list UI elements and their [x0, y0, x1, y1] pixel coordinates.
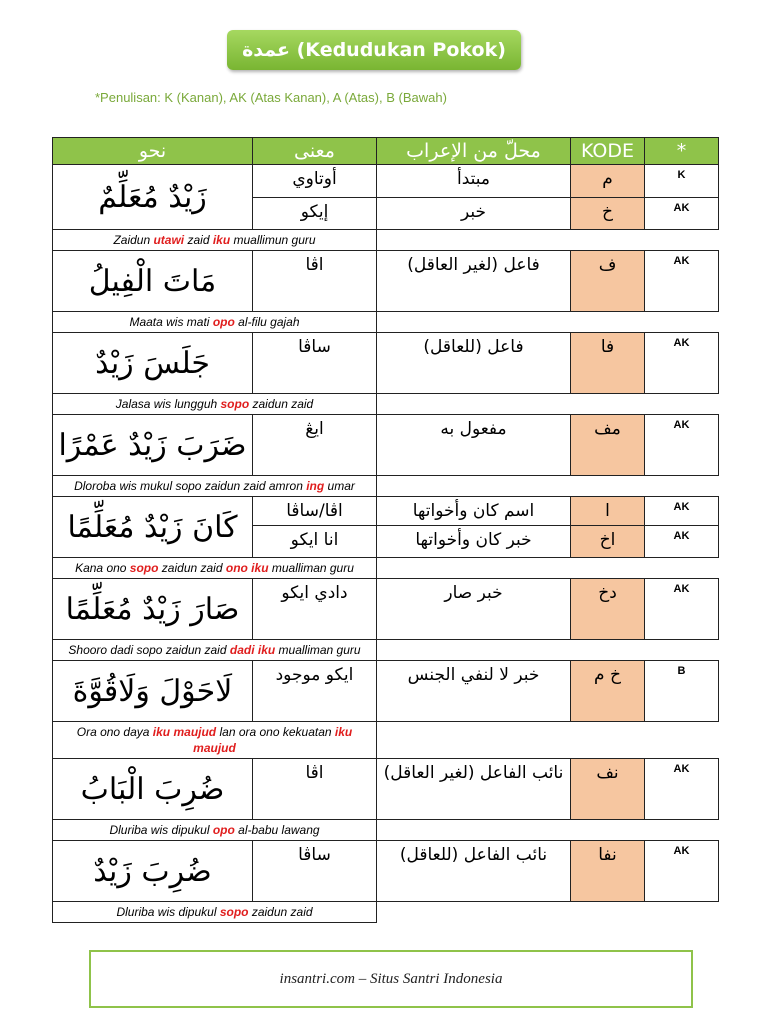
translation-row: [53, 722, 719, 759]
translation-part: Dloroba wis mukul sopo zaidun zaid amron: [74, 479, 307, 493]
table-row: [53, 841, 719, 902]
empty-cell: [377, 722, 719, 759]
table-row: [53, 759, 719, 820]
table-header-row: [53, 138, 719, 165]
translation-text: [53, 476, 377, 497]
code-cell: خ م: [571, 661, 645, 722]
header-mana: معنى: [253, 138, 377, 165]
highlighted-word: ing: [306, 479, 325, 493]
code-cell: فا: [571, 333, 645, 394]
meaning-cell: انا ايكو: [253, 526, 377, 558]
meaning-cell: ساڤا: [253, 841, 377, 902]
irab-position-cell: نائب الفاعل (للعاقل): [377, 841, 571, 902]
arabic-example: ضُرِبَ الْبَابُ: [53, 759, 253, 820]
writing-position-cell: AK: [645, 251, 719, 312]
translation-text: [53, 722, 377, 759]
translation-row: [53, 230, 719, 251]
highlighted-word: iku maujud: [152, 725, 217, 739]
translation-row: [53, 902, 719, 923]
translation-part: Zaidun: [113, 233, 154, 247]
table-row: [53, 415, 719, 476]
arabic-example: ضُرِبَ زَيْدٌ: [53, 841, 253, 902]
translation-part: mualliman guru: [275, 643, 361, 657]
translation-row: [53, 820, 719, 841]
translation-part: zaidun zaid: [248, 905, 313, 919]
irab-position-cell: خبر لا لنفي الجنس: [377, 661, 571, 722]
writing-note: *Penulisan: K (Kanan), AK (Atas Kanan), A (Atas), B (Bawah): [95, 90, 447, 105]
translation-part: Shooro dadi sopo zaidun zaid: [68, 643, 230, 657]
table-row: [53, 251, 719, 312]
writing-position-cell: AK: [645, 759, 719, 820]
translation-part: Dluriba wis dipukul: [109, 823, 213, 837]
table-row: [53, 165, 719, 198]
writing-position-cell: B: [645, 661, 719, 722]
irab-position-cell: مفعول به: [377, 415, 571, 476]
translation-part: muallimun guru: [230, 233, 316, 247]
irab-position-cell: خبر: [377, 198, 571, 230]
translation-part: Dluriba wis dipukul: [116, 905, 220, 919]
highlighted-word: utawi: [153, 233, 185, 247]
meaning-cell: ساڤا: [253, 333, 377, 394]
writing-position-cell: K: [645, 165, 719, 198]
meaning-cell: دادي ايكو: [253, 579, 377, 640]
header-mahal: محلّ من الإعراب: [377, 138, 571, 165]
translation-part: Maata wis mati: [129, 315, 213, 329]
highlighted-word: dadi iku: [229, 643, 276, 657]
footer-credit: insantri.com – Situs Santri Indonesia: [89, 950, 693, 1008]
writing-position-cell: AK: [645, 841, 719, 902]
table-row: [53, 661, 719, 722]
writing-position-cell: AK: [645, 198, 719, 230]
meaning-cell: اڤا: [253, 251, 377, 312]
empty-cell: [377, 558, 719, 579]
code-cell: ا: [571, 497, 645, 526]
irab-position-cell: مبتدأ: [377, 165, 571, 198]
arabic-example: صَارَ زَيْدٌ مُعَلِّمًا: [53, 579, 253, 640]
code-cell: نفا: [571, 841, 645, 902]
highlighted-word: iku: [212, 233, 231, 247]
writing-position-cell: AK: [645, 526, 719, 558]
writing-position-cell: AK: [645, 415, 719, 476]
translation-row: [53, 312, 719, 333]
empty-cell: [377, 476, 719, 497]
code-cell: نف: [571, 759, 645, 820]
highlighted-word: iku maujud: [193, 725, 353, 755]
code-cell: خ: [571, 198, 645, 230]
translation-part: zaidun zaid: [158, 561, 226, 575]
arabic-example: مَاتَ الْفِيلُ: [53, 251, 253, 312]
highlighted-word: opo: [212, 823, 235, 837]
irab-position-cell: خبر كان وأخواتها: [377, 526, 571, 558]
translation-part: lan ora ono kekuatan: [216, 725, 335, 739]
meaning-cell: إيكو: [253, 198, 377, 230]
translation-part: Ora ono daya: [76, 725, 153, 739]
code-cell: ف: [571, 251, 645, 312]
header-star: *: [645, 138, 719, 165]
meaning-cell: ايڠ: [253, 415, 377, 476]
header-nahwu: نحو: [53, 138, 253, 165]
translation-row: [53, 476, 719, 497]
highlighted-word: sopo: [219, 905, 249, 919]
highlighted-word: opo: [212, 315, 235, 329]
translation-part: al-babu lawang: [234, 823, 320, 837]
translation-part: Kana ono: [75, 561, 130, 575]
arabic-example: ضَرَبَ زَيْدٌ عَمْرًا: [53, 415, 253, 476]
page-title: عمدة (Kedudukan Pokok): [227, 30, 521, 70]
irab-position-cell: خبر صار: [377, 579, 571, 640]
translation-text: [53, 820, 377, 841]
arabic-example: جَلَسَ زَيْدٌ: [53, 333, 253, 394]
header-kode: KODE: [571, 138, 645, 165]
translation-text: [53, 230, 377, 251]
translation-part: umar: [324, 479, 355, 493]
table-row: [53, 497, 719, 526]
meaning-cell: اڤا/ساڤا: [253, 497, 377, 526]
arabic-example: زَيْدٌ مُعَلِّمٌ: [53, 165, 253, 230]
writing-position-cell: AK: [645, 579, 719, 640]
meaning-cell: اڤا: [253, 759, 377, 820]
translation-text: [53, 312, 377, 333]
arabic-example: لَاحَوْلَ وَلَاقُوَّةَ: [53, 661, 253, 722]
highlighted-word: sopo: [129, 561, 159, 575]
code-cell: دخ: [571, 579, 645, 640]
writing-position-cell: AK: [645, 497, 719, 526]
translation-part: zaid: [184, 233, 213, 247]
table-row: [53, 579, 719, 640]
empty-cell: [377, 902, 719, 923]
translation-part: al-filu gajah: [234, 315, 300, 329]
irab-position-cell: فاعل (لغير العاقل): [377, 251, 571, 312]
translation-text: [53, 558, 377, 579]
arabic-example: كَانَ زَيْدٌ مُعَلِّمًا: [53, 497, 253, 558]
translation-part: mualliman guru: [268, 561, 354, 575]
empty-cell: [377, 312, 719, 333]
code-cell: م: [571, 165, 645, 198]
highlighted-word: ono iku: [225, 561, 269, 575]
grammar-table: [52, 137, 719, 923]
translation-text: [53, 640, 377, 661]
empty-cell: [377, 820, 719, 841]
irab-position-cell: نائب الفاعل (لغير العاقل): [377, 759, 571, 820]
irab-position-cell: اسم كان وأخواتها: [377, 497, 571, 526]
translation-text: [53, 394, 377, 415]
translation-row: [53, 640, 719, 661]
empty-cell: [377, 394, 719, 415]
code-cell: مف: [571, 415, 645, 476]
translation-row: [53, 394, 719, 415]
writing-position-cell: AK: [645, 333, 719, 394]
meaning-cell: أوتاوي: [253, 165, 377, 198]
translation-row: [53, 558, 719, 579]
translation-text: [53, 902, 377, 923]
irab-position-cell: فاعل (للعاقل): [377, 333, 571, 394]
highlighted-word: sopo: [220, 397, 250, 411]
translation-part: Jalasa wis lungguh: [115, 397, 221, 411]
translation-part: zaidun zaid: [249, 397, 314, 411]
empty-cell: [377, 640, 719, 661]
empty-cell: [377, 230, 719, 251]
meaning-cell: ايكو موجود: [253, 661, 377, 722]
code-cell: اخ: [571, 526, 645, 558]
table-row: [53, 333, 719, 394]
